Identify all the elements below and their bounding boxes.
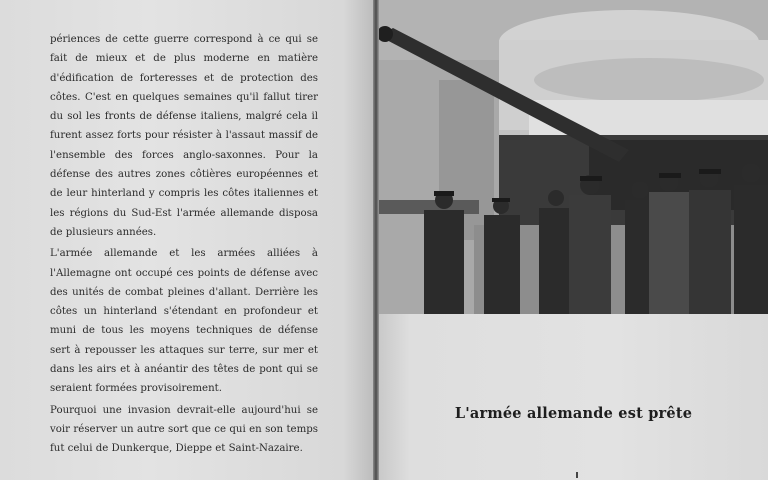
- paragraph-3: Pourquoi une invasion devrait-elle aujourd'hui se voir réserver un autre sort que ce qui en son temps fut celui de Dunkerque, Dieppe et Saint-Nazaire.: [50, 404, 318, 455]
- right-page: [379, 0, 768, 480]
- paragraph-2: L'armée allemande et les armées alliées à l'Allemagne ont occupé ces points de défense avec des unités de combat pleines d'allant. Derrière les côtes un hinterland s'étendant en profondeur et muni de tous les moyens techniques de défense sert à repousser les attaques sur terre, sur mer et dans les airs et à anéantir des têtes de pont qui se seraient formées provisoirement.: [50, 248, 318, 395]
- body-text: [50, 30, 318, 459]
- photograph-coastal-gun-officers: [379, 0, 768, 314]
- paragraph-1: périences de cette guerre correspond à ce qui se fait de mieux et de plus moderne en matière d'édification de forteresses et de protection des côtes. C'est en quelques semaines qu'il fallut tirer du sol les fronts de défense italiens, malgré cela il furent assez forts pour résister à l'assaut massif de l'ensemble des forces anglo-saxonnes. Pour la défense des autres zones côtières européennes et de leur hinterland y compris les côtes italiennes et les régions du Sud-Est l'armée allemande disposa de plusieurs années.: [50, 34, 318, 238]
- left-page: [0, 0, 373, 480]
- photo-caption: L'armée allemande est prête: [454, 405, 693, 422]
- photo-illustration: [379, 0, 768, 314]
- page-tick-mark: [576, 472, 578, 478]
